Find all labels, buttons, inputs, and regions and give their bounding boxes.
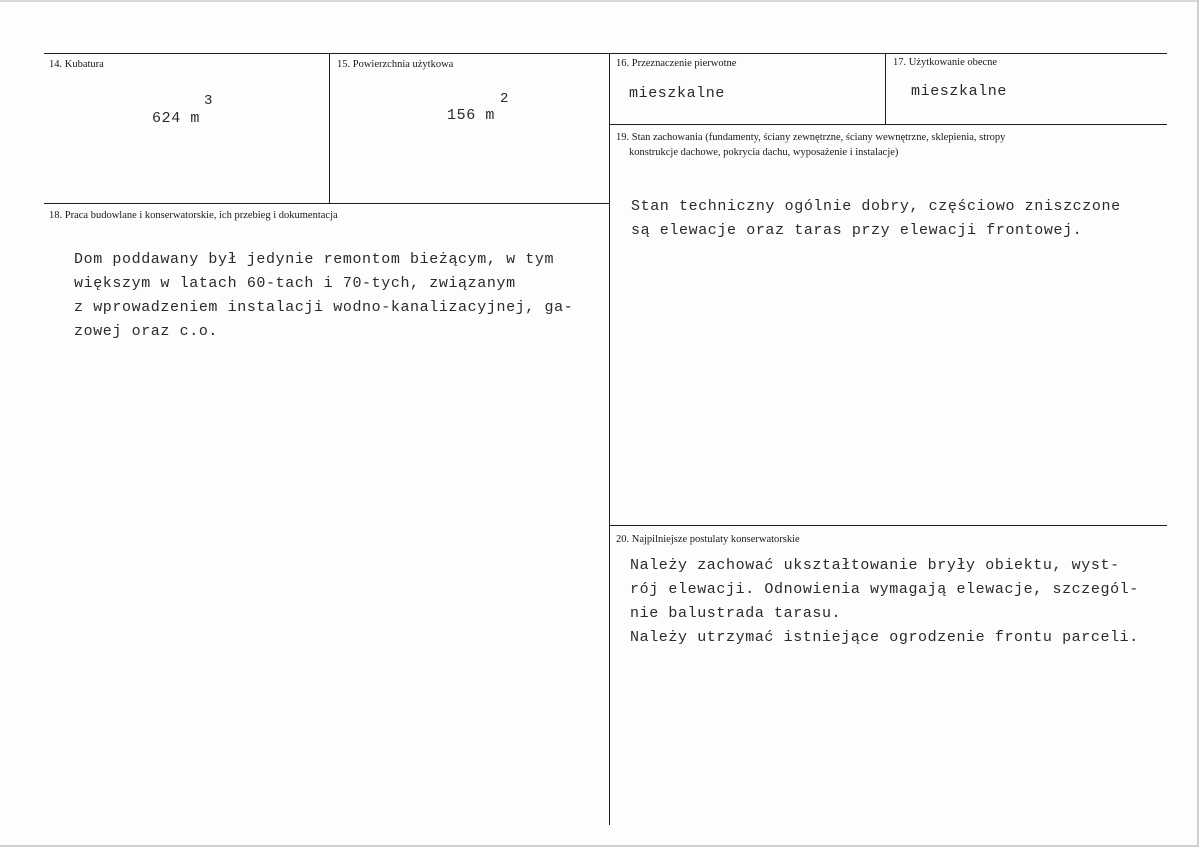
postulaty-line: rój elewacji. Odnowienia wymagają elewacje, szczegól- <box>630 581 1139 598</box>
postulaty-line: nie balustrada tarasu. <box>630 605 842 622</box>
rule-below-16-17 <box>609 124 1167 125</box>
postulaty-text <box>630 554 1139 650</box>
kubatura-exponent: 3 <box>204 93 213 109</box>
stan-line: są elewacje oraz taras przy elewacji frontowej. <box>631 222 1083 239</box>
postulaty-label: 20. Najpilniejsze postulaty konserwatorskie <box>616 534 800 545</box>
prace-line: Dom poddawany był jedynie remontom bieżącym, w tym <box>74 251 555 268</box>
prace-text <box>74 248 573 344</box>
divider-16-17 <box>885 53 886 124</box>
divider-main <box>609 53 610 825</box>
prace-label: 18. Praca budowlane i konserwatorskie, ich przebieg i dokumentacja <box>49 210 338 221</box>
uzytkowanie-label: 17. Użytkowanie obecne <box>893 57 998 68</box>
przeznaczenie-value: mieszkalne <box>629 85 726 102</box>
postulaty-line: Należy utrzymać istniejące ogrodzenie frontu parceli. <box>630 629 1139 646</box>
przeznaczenie-label: 16. Przeznaczenie pierwotne <box>616 58 737 69</box>
postulaty-line: Należy zachować ukształtowanie bryły obiektu, wyst- <box>630 557 1120 574</box>
prace-line: większym w latach 60-tach i 70-tych, związanym <box>74 275 516 292</box>
powierzchnia-label: 15. Powierzchnia użytkowa <box>337 59 454 70</box>
stan-text <box>631 195 1121 243</box>
scan-edge-top <box>0 0 1199 2</box>
uzytkowanie-value: mieszkalne <box>911 83 1008 100</box>
powierzchnia-value: 156 m <box>447 107 496 124</box>
prace-line: zowej oraz c.o. <box>74 323 219 340</box>
prace-line: z wprowadzeniem instalacji wodno-kanalizacyjnej, ga- <box>74 299 574 316</box>
divider-14-15 <box>329 53 330 203</box>
kubatura-label: 14. Kubatura <box>49 59 104 70</box>
stan-label-line1: 19. Stan zachowania (fundamenty, ściany zewnętrzne, ściany wewnętrzne, sklepienia, stropy <box>616 132 1006 143</box>
rule-above-20 <box>609 525 1167 526</box>
stan-line: Stan techniczny ogólnie dobry, częściowo zniszczone <box>631 198 1121 215</box>
rule-above-18 <box>44 203 610 204</box>
stan-label-line2: konstrukcje dachowe, pokrycia dachu, wyposażenie i instalacje) <box>629 147 899 158</box>
kubatura-value: 624 m <box>152 110 201 127</box>
powierzchnia-exponent: 2 <box>500 91 509 107</box>
top-rule <box>44 53 1167 54</box>
